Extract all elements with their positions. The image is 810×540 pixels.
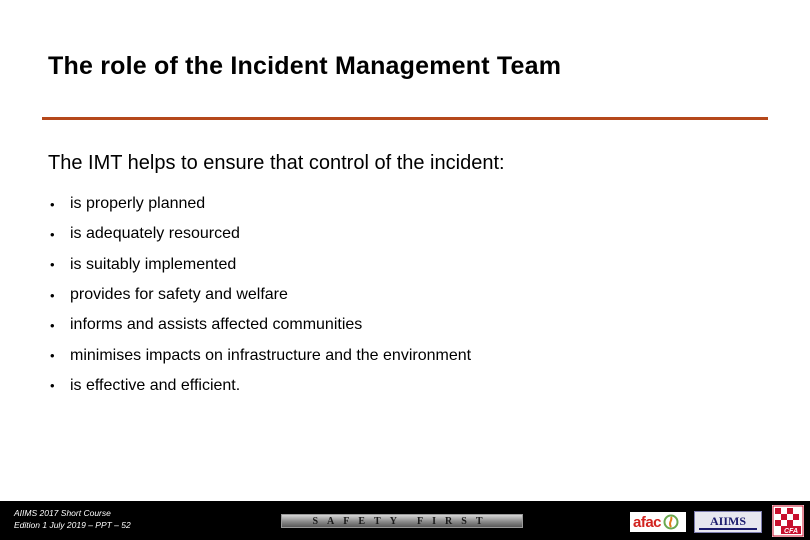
list-item [50,280,471,310]
bullet-icon: • [50,196,55,212]
list-item [50,219,471,249]
list-item [50,189,471,219]
bullet-text: is effective and efficient. [70,376,241,394]
afac-wordmark: afac [633,513,662,531]
aiims-underline [699,528,757,530]
bullet-text: informs and assists affected communities [70,316,363,334]
bullet-text: is suitably implemented [70,255,237,273]
bullet-text: minimises impacts on infrastructure and the environment [70,346,472,364]
bullet-text: is properly planned [70,195,206,213]
edition-info: Edition 1 July 2019 – PPT – 52 [14,520,131,530]
afac-logo [630,512,686,532]
safety-first-text: SAFETY FIRST [312,515,492,527]
bullet-list [50,189,471,401]
footer-bar [0,501,810,540]
footer-credit [14,507,131,531]
list-item [50,371,471,401]
slide-title: The role of the Incident Management Team [48,52,562,80]
aiims-logo [694,511,762,533]
bullet-text: provides for safety and welfare [70,286,288,304]
safety-first-banner [281,514,523,528]
cfa-logo [772,505,804,537]
cfa-emblem-icon [772,505,804,537]
list-item [50,250,471,280]
afac-emblem-icon [663,514,679,530]
aiims-wordmark: AIIMS [709,513,746,528]
title-divider [42,117,768,120]
bullet-icon: • [50,378,55,394]
bullet-icon: • [50,317,55,333]
bullet-icon: • [50,348,55,364]
course-name: AIIMS 2017 Short Course [14,508,111,518]
list-item [50,310,471,340]
bullet-text: is adequately resourced [70,225,240,243]
list-item [50,340,471,370]
bullet-icon: • [50,257,55,273]
cfa-text: CFA [784,528,798,535]
lead-text: The IMT helps to ensure that control of the incident: [48,152,505,174]
bullet-icon: • [50,226,55,242]
bullet-icon: • [50,287,55,303]
